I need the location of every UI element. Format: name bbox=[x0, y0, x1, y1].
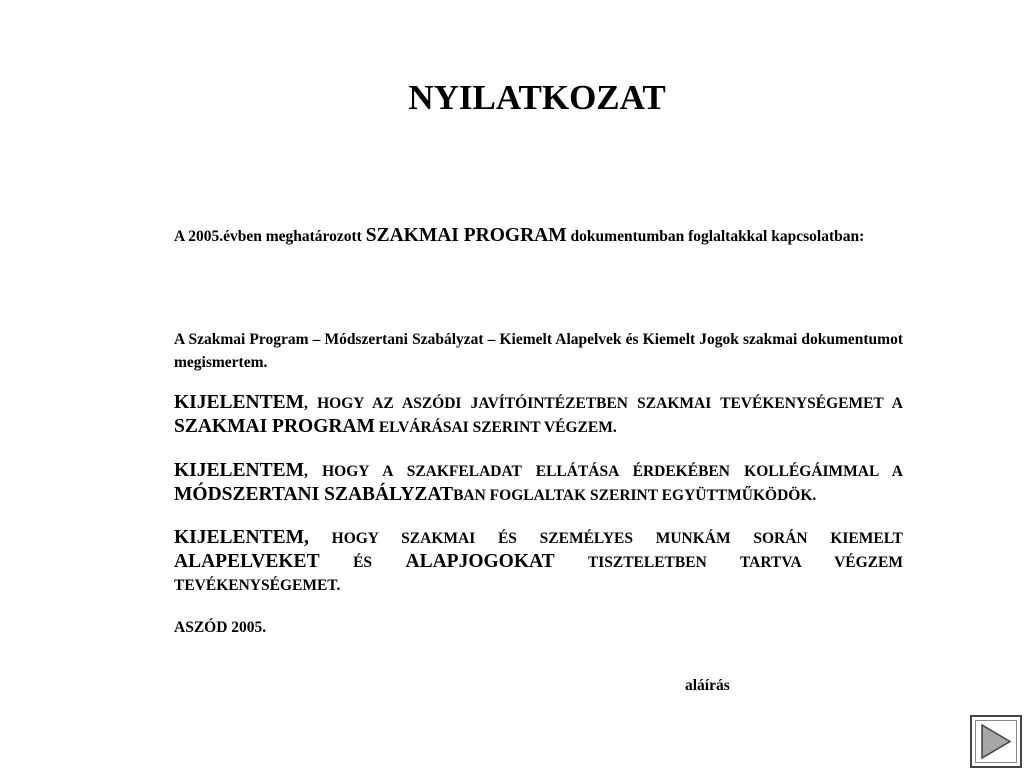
acknowledgement-text: A Szakmai Program – Módszertani Szabályzat – Kiemelt Alapelvek és Kiemelt Jogok szakmai dokumentumot megismertem. bbox=[174, 331, 903, 371]
declaration-text: , HOGY AZ ASZÓDI JAVÍTÓINTÉZETBEN SZAKMAI TEVÉKENYSÉGEMET A bbox=[304, 395, 903, 412]
intro-paragraph bbox=[174, 224, 903, 248]
principles-term: ALAPELVEKET bbox=[174, 551, 320, 572]
place-date bbox=[174, 616, 903, 639]
declaration-text-end: ELVÁRÁSAI SZERINT VÉGZEM. bbox=[374, 419, 617, 436]
declaration-text: HOGY SZAKMAI ÉS SZEMÉLYES MUNKÁM SORÁN KIEMELT bbox=[308, 530, 903, 547]
signature-label: aláírás bbox=[685, 677, 730, 694]
intro-text-end: dokumentumban foglaltakkal kapcsolatban: bbox=[566, 228, 865, 245]
declaration-text-end: TISZTELETBEN TARTVA VÉGZEM TEVÉKENYSÉGEMET. bbox=[174, 554, 903, 594]
program-name: SZAKMAI PROGRAM bbox=[174, 416, 375, 437]
conjunction-text: ÉS bbox=[319, 554, 406, 571]
declaration-keyword: KIJELENTEM, bbox=[174, 527, 309, 548]
regulation-name: MÓDSZERTANI SZABÁLYZAT bbox=[174, 484, 454, 505]
intro-text-start: A 2005.évben meghatározott bbox=[174, 228, 366, 245]
rights-term: ALAPJOGOKAT bbox=[405, 551, 555, 572]
page-title: NYILATKOZAT bbox=[408, 78, 666, 117]
declaration-paragraph-2 bbox=[174, 459, 903, 507]
place-date-text: ASZÓD 2005. bbox=[174, 619, 267, 636]
declaration-paragraph-3 bbox=[174, 526, 903, 597]
next-slide-button[interactable] bbox=[970, 715, 1022, 768]
declaration-text-end: BAN FOGLALTAK SZERINT EGYÜTTMŰKÖDÖK. bbox=[453, 487, 817, 504]
declaration-keyword: KIJELENTEM bbox=[174, 392, 305, 413]
declaration-keyword: KIJELENTEM bbox=[174, 460, 305, 481]
acknowledgement-paragraph bbox=[174, 328, 903, 374]
program-name: SZAKMAI PROGRAM bbox=[365, 225, 567, 246]
declaration-paragraph-1 bbox=[174, 391, 903, 439]
declaration-text: , HOGY A SZAKFELADAT ELLÁTÁSA ÉRDEKÉBEN KOLLÉGÁIMMAL A bbox=[304, 463, 903, 480]
play-triangle-icon bbox=[980, 723, 1012, 760]
